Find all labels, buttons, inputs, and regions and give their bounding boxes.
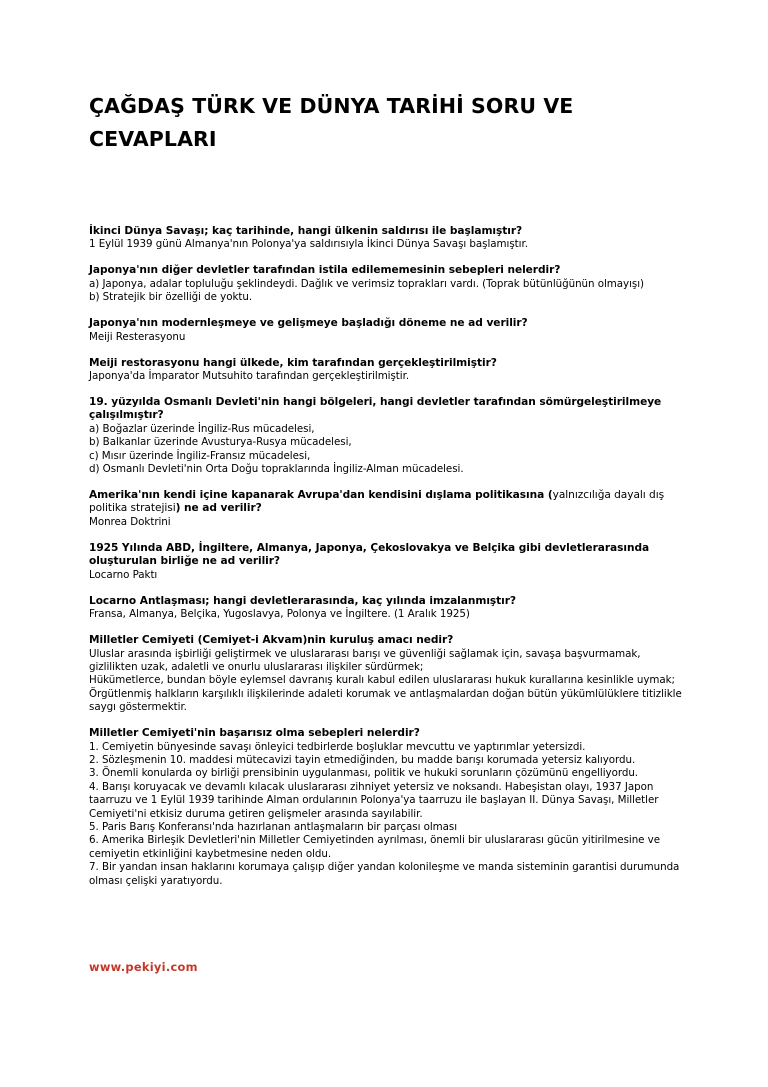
answer-line: 6. Amerika Birleşik Devletleri'nin Milletler Cemiyetinden ayrılması, önemli bir uluslararası gücün yitirilmesine ve cemiyetin etkinliğini kaybetmesine neden oldu.: [89, 834, 661, 860]
qa-item: [89, 225, 689, 252]
qa-item: [89, 727, 689, 888]
question-part: Amerika'nın kendi içine kapanarak Avrupa'dan kendisini dışlama politikasına (: [89, 489, 553, 502]
qa-item: [89, 595, 689, 622]
answer-line: 1 Eylül 1939 günü Almanya'nın Polonya'ya saldırısıyla İkinci Dünya Savaşı başlamıştır.: [89, 238, 528, 251]
answer-line: a) Japonya, adalar topluluğu şeklindeydi. Dağlık ve verimsiz toprakları vardı. (Toprak bütünlüğünün olmayışı): [89, 277, 644, 290]
answer-line: Japonya'da İmparator Mutsuhito tarafından gerçekleştirilmiştir.: [89, 370, 410, 383]
answer-line: Hükümetlerce, bundan böyle eylemsel davranış kuralı kabul edilen uluslararası hukuk kurallarına kesinlikle uymak; Örgütlenmiş halkların karşılıklı ilişkilerinde adaleti korumak ve antlaşmalardan doğan bütün yükümlülüklere titizlikle saygı göstermektir.: [89, 674, 682, 714]
qa-item: [89, 634, 689, 714]
answer-line: 4. Barışı koruyacak ve devamlı kılacak uluslararası zihniyet yetersiz ve noksandı. Habeşistan olayı, 1937 Japon taarruzu ve 1 Eylül 1939 tarihinde Alman ordularının Polonya'ya taarruzu ile başlayan II. Dünya Savaşı, Milletler Cemiyeti'ni etkisiz duruma getiren gelişmeler arasında sayılabilir.: [89, 780, 659, 820]
question: Milletler Cemiyeti (Cemiyet-i Akvam)nin kuruluş amacı nedir?: [89, 634, 454, 647]
answer-line: 2. Sözleşmenin 10. maddesi mütecavizi tayin etmediğinden, bu madde barışı korumada yetersiz kalıyordu.: [89, 753, 636, 766]
question: Milletler Cemiyeti'nin başarısız olma sebepleri nelerdir?: [89, 727, 420, 740]
question: 19. yüzyılda Osmanlı Devleti'nin hangi bölgeleri, hangi devletler tarafından sömürgeleştirilmeye çalışılmıştır?: [89, 396, 662, 422]
answer-line: Monrea Doktrini: [89, 515, 171, 528]
site-url-link[interactable]: www.pekiyi.com: [89, 960, 198, 974]
qa-item: [89, 489, 689, 529]
answer-line: a) Boğazlar üzerinde İngiliz-Rus mücadelesi,: [89, 422, 315, 435]
answer-line: 1. Cemiyetin bünyesinde savaşı önleyici tedbirlerde boşluklar mevcuttu ve yaptırımlar yetersizdi.: [89, 740, 586, 753]
qa-item: [89, 396, 689, 476]
question-part: ) ne ad verilir?: [175, 502, 262, 515]
answer-line: Locarno Paktı: [89, 568, 158, 581]
question-note: yalnızcılığa dayalı dış politika stratejisi: [89, 489, 665, 515]
answer-line: 3. Önemli konularda oy birliği prensibinin uygulanması, politik ve hukuki sorunların çözümünü engelliyordu.: [89, 767, 639, 780]
answer-line: 7. Bir yandan insan haklarını korumaya çalışıp diğer yandan kolonileşme ve manda sisteminin garantisi durumunda olması çelişki yaratıyordu.: [89, 861, 680, 887]
answer-line: Meiji Resterasyonu: [89, 330, 186, 343]
question: 1925 Yılında ABD, İngiltere, Almanya, Japonya, Çekoslovakya ve Belçika gibi devletlerarasında oluşturulan birliğe ne ad verilir?: [89, 541, 650, 568]
answer-line: Uluslar arasında işbirliği geliştirmek ve uluslararası barışı ve güvenliği sağlamak için, savaşa başvurmamak, gizlilikten uzak, adaletli ve onurlu uluslararası ilişkiler sürdürmek;: [89, 647, 641, 673]
answer-line: 5. Paris Barış Konferansı'nda hazırlanan antlaşmaların bir parçası olması: [89, 820, 458, 833]
qa-list: [89, 225, 689, 901]
qa-item: [89, 264, 689, 304]
answer-line: c) Mısır üzerinde İngiliz-Fransız mücadelesi,: [89, 449, 311, 462]
page-title: ÇAĞDAŞ TÜRK VE DÜNYA TARİHİ SORU VE CEVAPLARI: [89, 94, 574, 151]
answer-line: b) Balkanlar üzerinde Avusturya-Rusya mücadelesi,: [89, 436, 352, 449]
qa-item: [89, 357, 689, 384]
question: [89, 489, 689, 516]
qa-item: [89, 542, 689, 582]
question: Meiji restorasyonu hangi ülkede, kim tarafından gerçekleştirilmiştir?: [89, 356, 497, 369]
answer-line: Fransa, Almanya, Belçika, Yugoslavya, Polonya ve İngiltere. (1 Aralık 1925): [89, 608, 470, 621]
answer-line: b) Stratejik bir özelliği de yoktu.: [89, 291, 253, 304]
question: Japonya'nın diğer devletler tarafından istila edilememesinin sebepleri nelerdir?: [89, 264, 561, 277]
question: Locarno Antlaşması; hangi devletlerarasında, kaç yılında imzalanmıştır?: [89, 594, 517, 607]
question: Japonya'nın modernleşmeye ve gelişmeye başladığı döneme ne ad verilir?: [89, 317, 528, 330]
answer-line: d) Osmanlı Devleti'nin Orta Doğu topraklarında İngiliz-Alman mücadelesi.: [89, 463, 464, 476]
qa-item: [89, 317, 689, 344]
question: İkinci Dünya Savaşı; kaç tarihinde, hangi ülkenin saldırısı ile başlamıştır?: [89, 225, 523, 237]
